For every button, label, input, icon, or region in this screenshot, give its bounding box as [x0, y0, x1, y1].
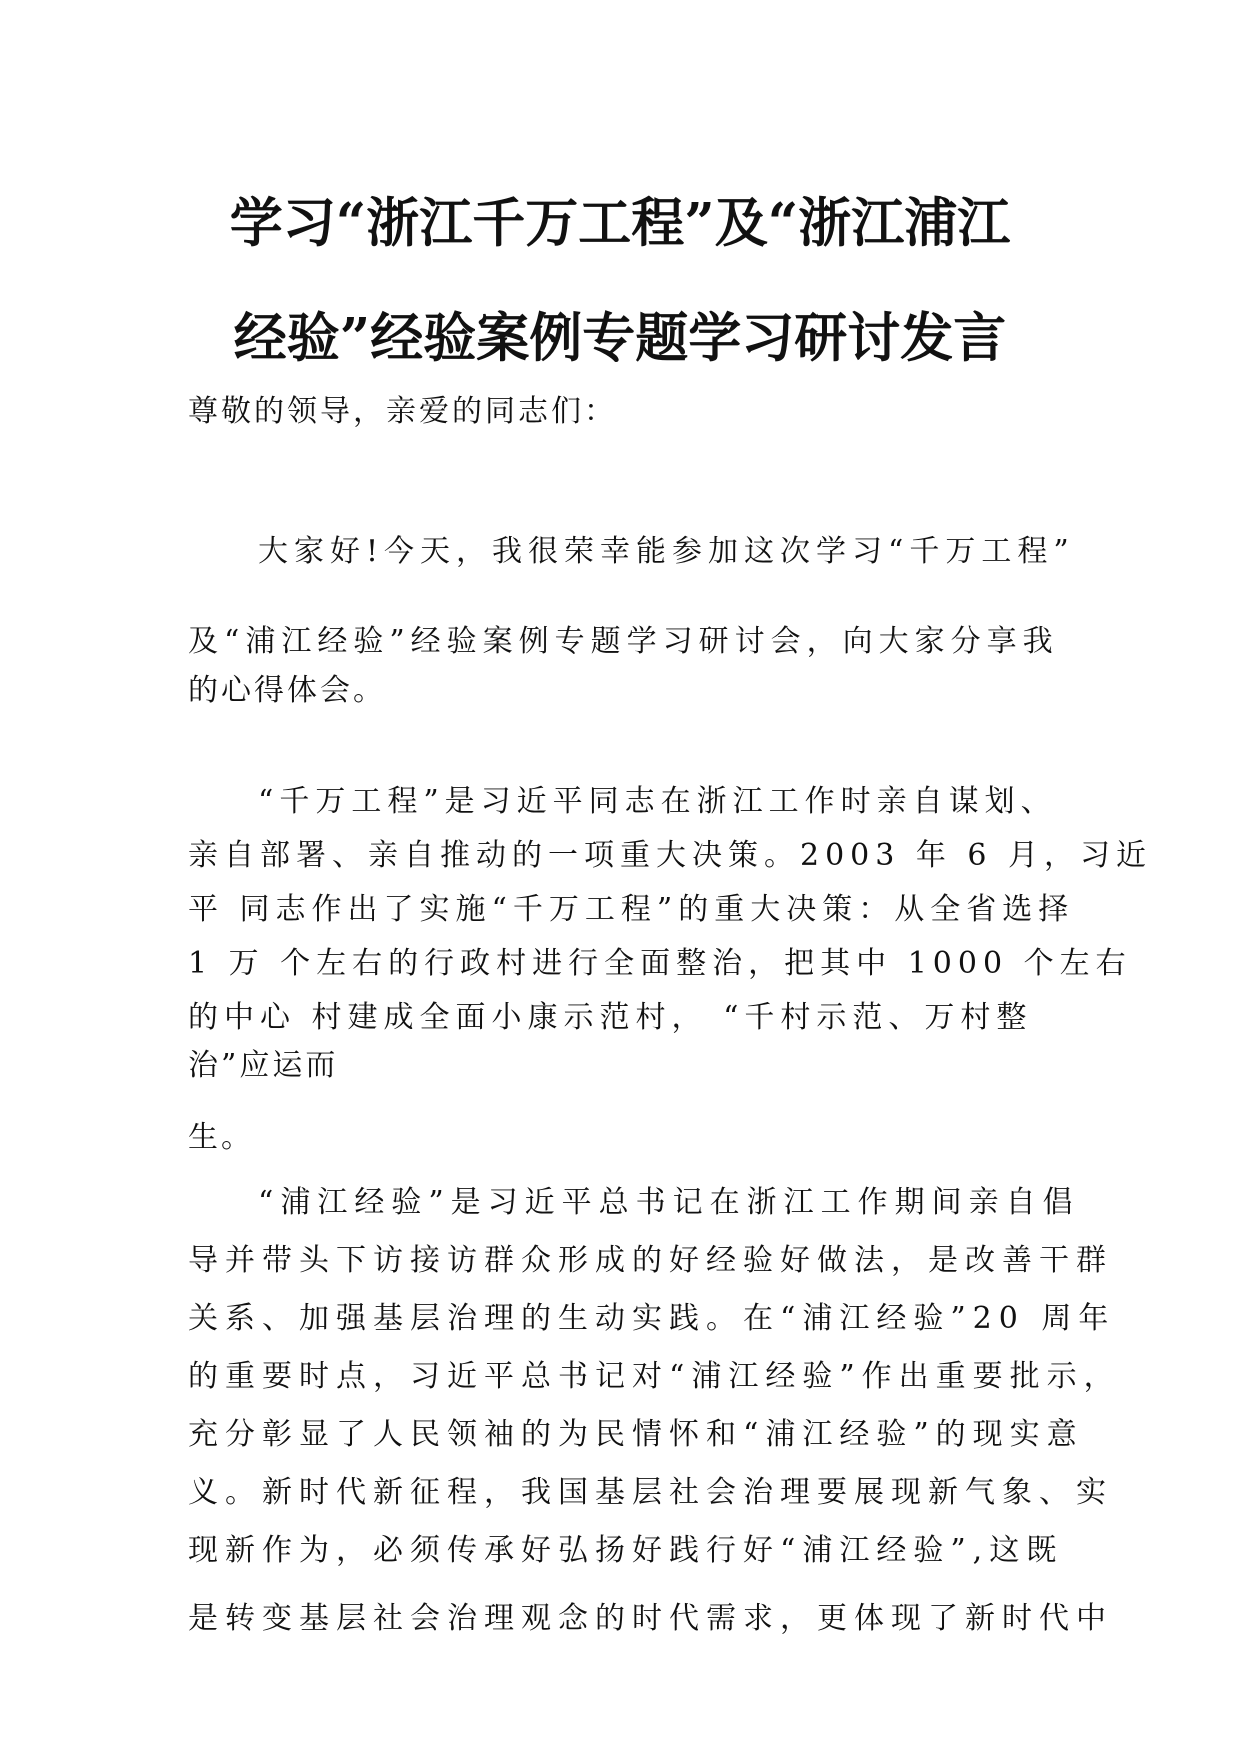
paragraph-3-line-5: 充分彰显了人民领袖的为民情怀和“浦江经验”的现实意 — [188, 1417, 1084, 1452]
paragraph-2-line-6: 治”应运而 — [188, 1048, 339, 1083]
paragraph-2-line-5: 的中心 村建成全面小康示范村， “千村示范、万村整 — [188, 1000, 1033, 1035]
paragraph-1-line-3: 的心得体会。 — [188, 673, 386, 708]
document-title-line-1: 学习“浙江千万工程”及“浙江浦江 — [229, 192, 1011, 254]
paragraph-3-line-6: 义。新时代新征程，我国基层社会治理要展现新气象、实 — [188, 1475, 1113, 1510]
salutation: 尊敬的领导，亲爱的同志们： — [188, 394, 617, 429]
paragraph-2-line-2: 亲自部署、亲自推动的一项重大决策。2003 年 6 月，习近 — [188, 838, 1153, 873]
paragraph-3-line-4: 的重要时点，习近平总书记对“浦江经验”作出重要批示， — [188, 1359, 1121, 1394]
paragraph-3-line-8: 是转变基层社会治理观念的时代需求，更体现了新时代中 — [188, 1601, 1113, 1636]
paragraph-2-line-4: 1 万 个左右的行政村进行全面整治，把其中 1000 个左右 — [188, 946, 1132, 981]
paragraph-3-line-2: 导并带头下访接访群众形成的好经验好做法，是改善干群 — [188, 1243, 1113, 1278]
document-title-line-2: 经验”经验案例专题学习研讨发言 — [233, 307, 1007, 369]
paragraph-2-line-1: “千万工程”是习近平同志在浙江工作时亲自谋划、 — [258, 784, 1057, 819]
paragraph-2-line-3: 平 同志作出了实施“千万工程”的重大决策：从全省选择 — [188, 892, 1075, 927]
paragraph-3-line-1: “浦江经验”是习近平总书记在浙江工作期间亲自倡 — [258, 1185, 1080, 1220]
paragraph-1-line-1: 大家好!今天，我很荣幸能参加这次学习“千万工程” — [258, 534, 1075, 569]
paragraph-2-line-7: 生。 — [188, 1120, 254, 1155]
paragraph-1-line-2: 及“浦江经验”经验案例专题学习研讨会，向大家分享我 — [188, 624, 1059, 659]
paragraph-3-line-3: 关系、加强基层治理的生动实践。在“浦江经验”20 周年 — [188, 1301, 1116, 1336]
paragraph-3-line-7: 现新作为，必须传承好弘扬好践行好“浦江经验”,这既 — [188, 1533, 1064, 1568]
